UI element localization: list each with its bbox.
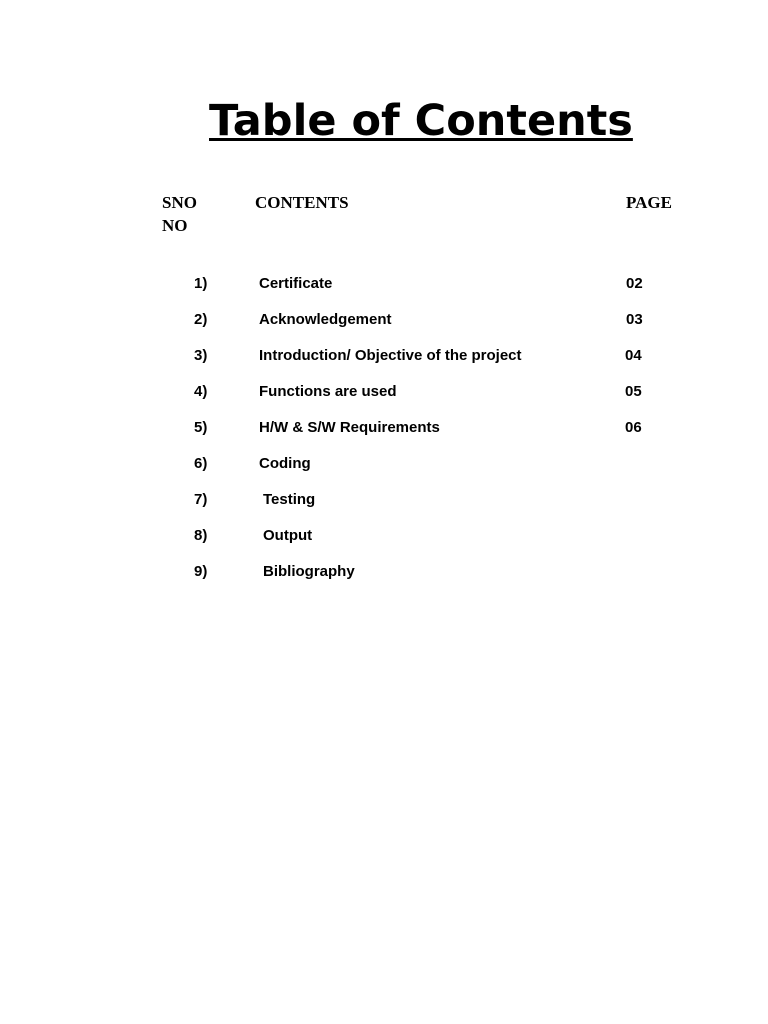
toc-row-page: 04 <box>625 347 642 364</box>
toc-row <box>0 308 768 332</box>
toc-row <box>0 344 768 368</box>
toc-row-number: 2) <box>194 311 208 328</box>
page-title: Table of Contents <box>209 96 633 146</box>
toc-row <box>0 380 768 404</box>
toc-row <box>0 524 768 548</box>
toc-row-number: 3) <box>194 347 208 364</box>
toc-row-page: 02 <box>626 275 643 292</box>
toc-row-content: Testing <box>263 491 316 508</box>
column-header-contents: CONTENTS <box>255 193 349 212</box>
toc-row-content: Bibliography <box>263 563 355 580</box>
toc-row-number: 5) <box>194 419 208 436</box>
toc-row-page: 03 <box>626 311 643 328</box>
toc-row-content: Introduction/ Objective of the project <box>259 347 522 364</box>
toc-row-page: 06 <box>625 419 642 436</box>
toc-row-page: 05 <box>625 383 642 400</box>
toc-row <box>0 452 768 476</box>
column-header-sno: SNO <box>162 193 197 212</box>
toc-row <box>0 272 768 296</box>
toc-row-content: Output <box>263 527 313 544</box>
toc-row-number: 8) <box>194 527 208 544</box>
toc-row <box>0 416 768 440</box>
toc-row-content: H/W & S/W Requirements <box>259 419 440 436</box>
toc-row-number: 7) <box>194 491 208 508</box>
toc-row-number: 6) <box>194 455 208 472</box>
toc-row-number: 1) <box>194 275 208 292</box>
toc-row <box>0 560 768 584</box>
toc-row-content: Functions are used <box>259 383 397 400</box>
toc-row <box>0 488 768 512</box>
column-header-no: NO <box>162 216 188 235</box>
toc-row-number: 9) <box>194 563 208 580</box>
toc-row-number: 4) <box>194 383 208 400</box>
toc-row-content: Acknowledgement <box>259 311 392 328</box>
toc-row-content: Coding <box>259 455 311 472</box>
column-header-page: PAGE <box>626 193 672 212</box>
toc-row-content: Certificate <box>259 275 333 292</box>
